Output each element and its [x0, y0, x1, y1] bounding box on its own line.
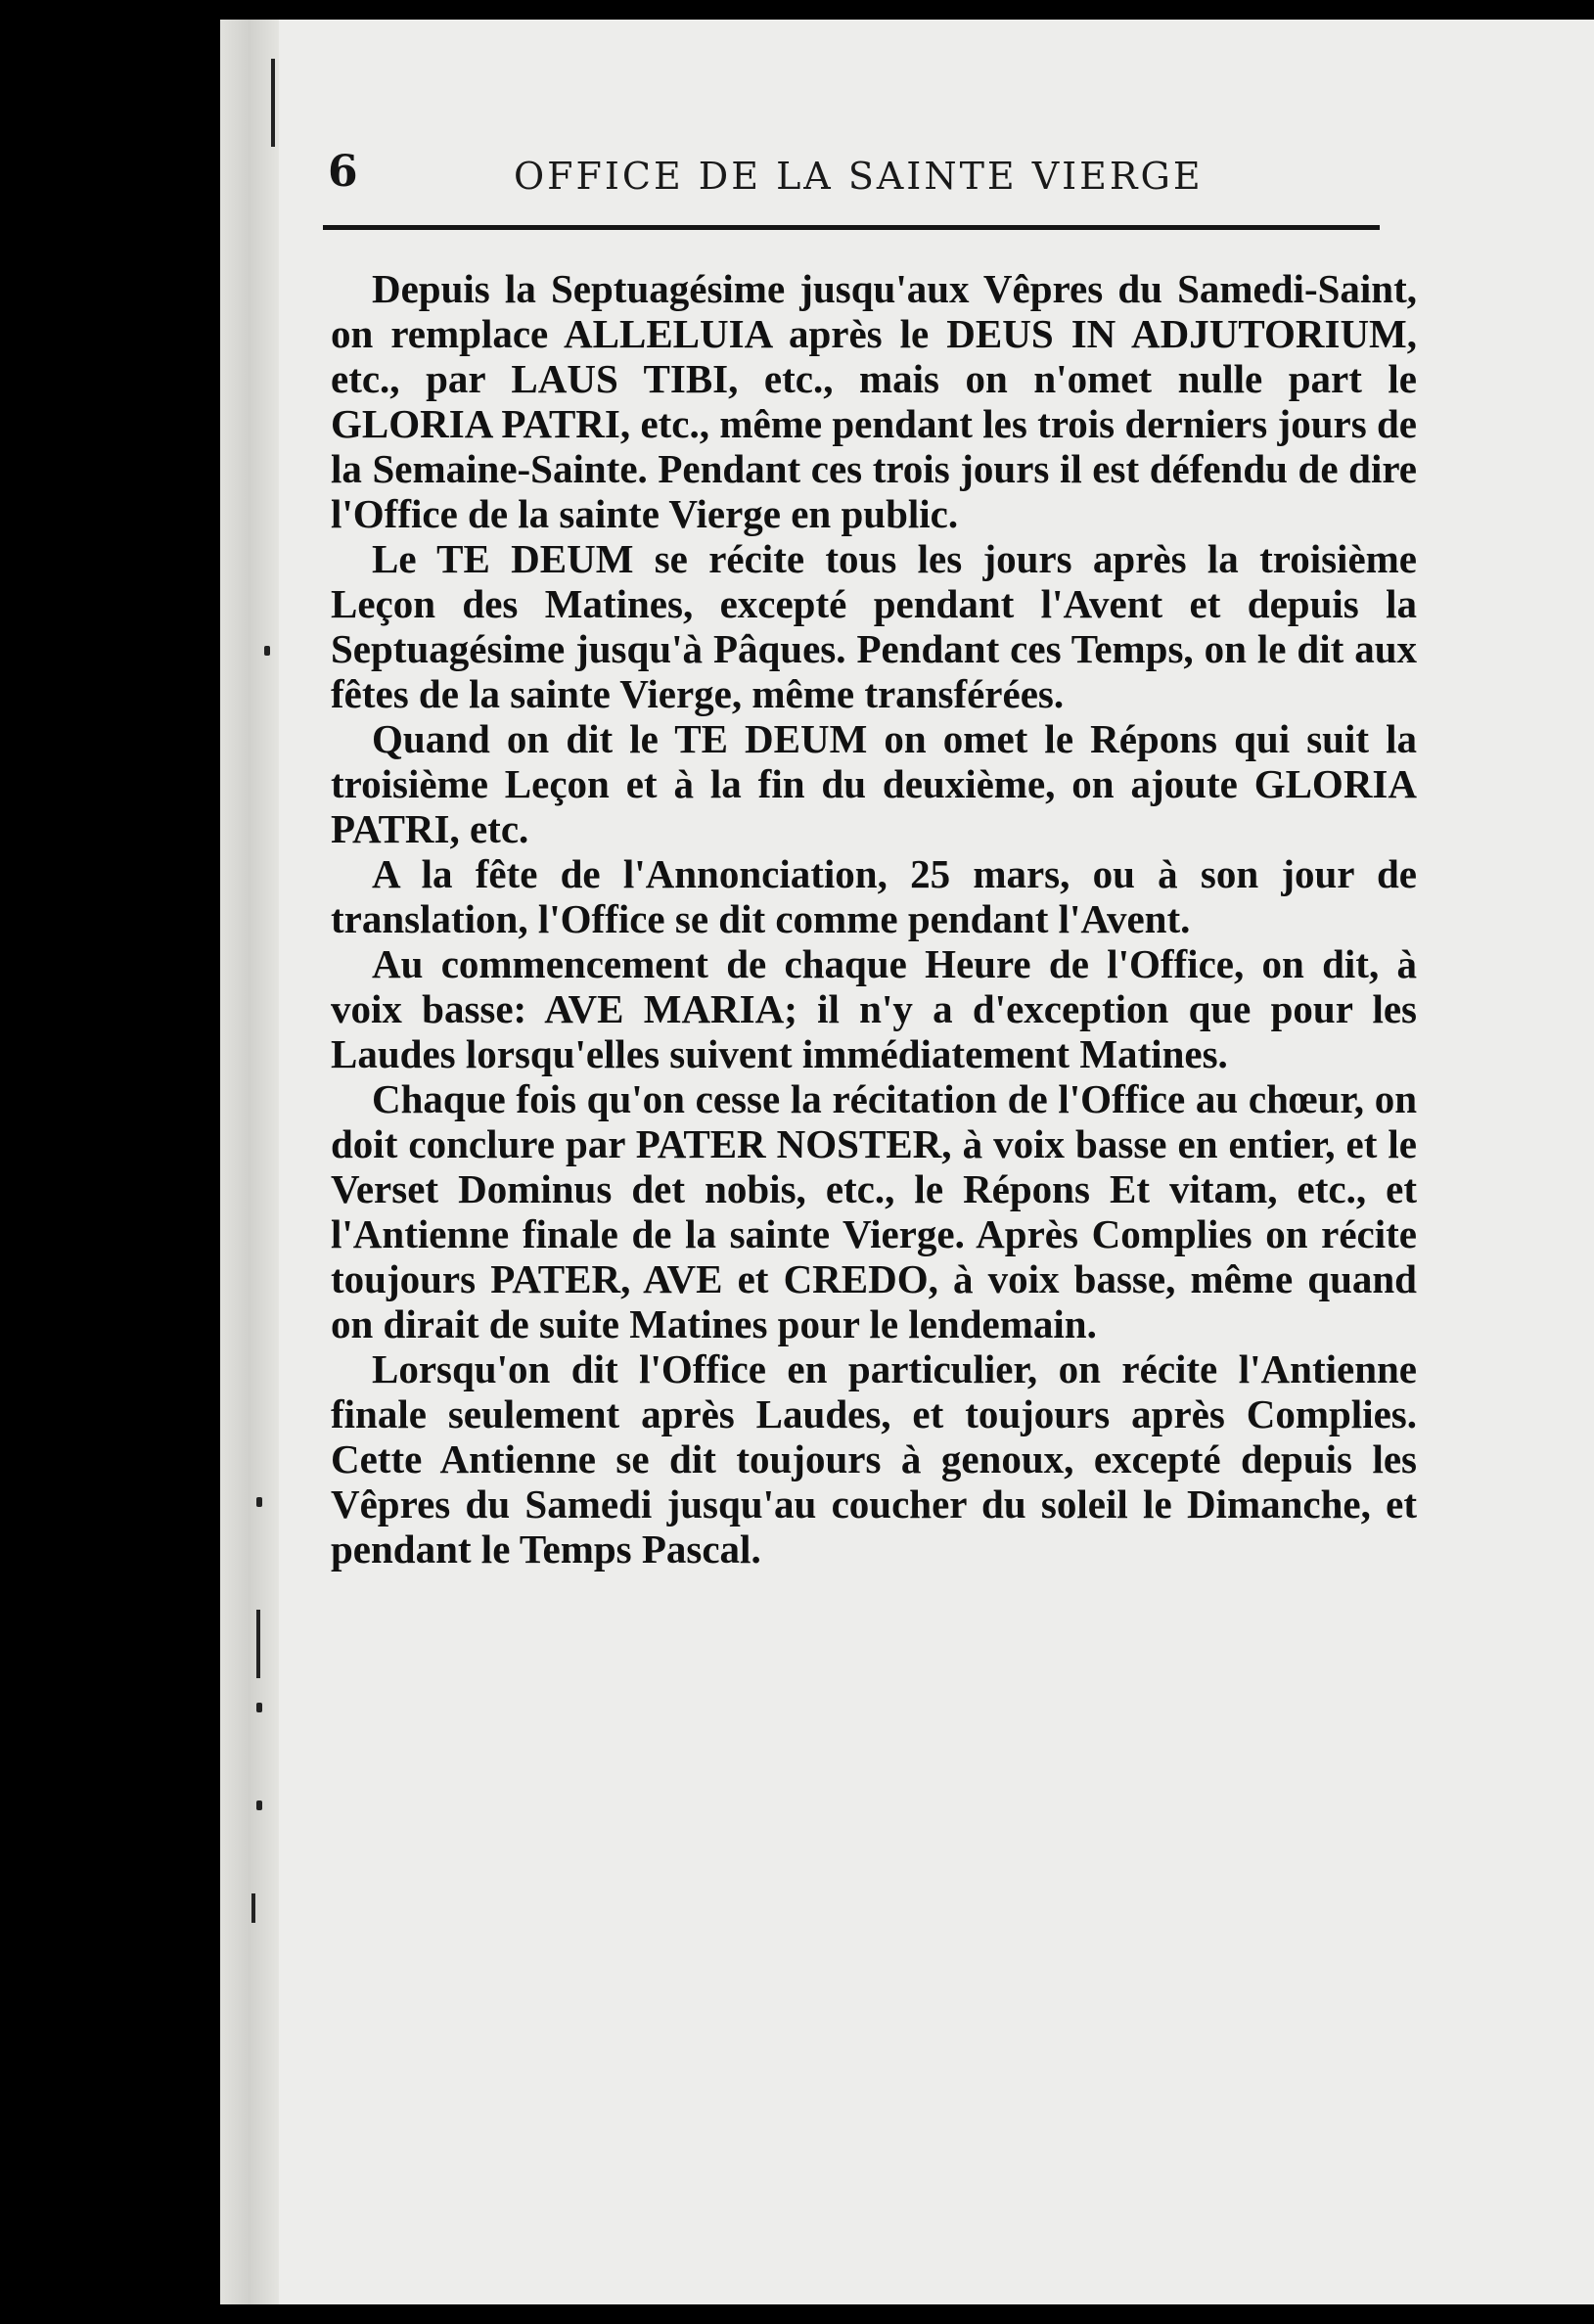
- binding-mark: [256, 1800, 262, 1810]
- paragraph: Lorsqu'on dit l'Office en particulier, on récite l'Antienne finale seulement après Laudes, et toujours après Complies. Cette Antienne se dit toujours à genoux, excepté depuis les Vêpres du Samedi jusqu'au coucher du soleil le Dimanche, et pendant le Temps Pascal.: [331, 1346, 1417, 1572]
- header-rule: [323, 225, 1380, 230]
- page-number: 6: [328, 147, 358, 197]
- paragraph: Chaque fois qu'on cesse la récitation de l'Office au chœur, on doit conclure par PATER NOSTER, à voix basse en entier, et le Verset Dominus det nobis, etc., le Répons Et vitam, etc., et l'Antienne finale de la sainte Vierge. Après Complies on récite toujours PATER, AVE et CREDO, à voix basse, même quand on dirait de suite Matines pour le lendemain.: [331, 1076, 1417, 1346]
- paragraph: Quand on dit le TE DEUM on omet le Répons qui suit la troisième Leçon et à la fin du deuxième, on ajoute GLORIA PATRI, etc.: [331, 716, 1417, 851]
- body-text: [331, 266, 1417, 1572]
- paragraph: Au commencement de chaque Heure de l'Office, on dit, à voix basse: AVE MARIA; il n'y a d'exception que pour les Laudes lorsqu'elles suivent immédiatement Matines.: [331, 941, 1417, 1076]
- page-binding-edge: [220, 20, 279, 2304]
- paragraph: Depuis la Septuagésime jusqu'aux Vêpres du Samedi-Saint, on remplace ALLELUIA après le DEUS IN ADJUTORIUM, etc., par LAUS TIBI, etc., mais on n'omet nulle part le GLORIA PATRI, etc., même pendant les trois derniers jours de la Semaine-Sainte. Pendant ces trois jours il est défendu de dire l'Office de la sainte Vierge en public.: [331, 266, 1417, 536]
- binding-mark: [256, 1610, 260, 1678]
- paragraph: Le TE DEUM se récite tous les jours après la troisième Leçon des Matines, excepté pendant l'Avent et depuis la Septuagésime jusqu'à Pâques. Pendant ces Temps, on le dit aux fêtes de la sainte Vierge, même transférées.: [331, 536, 1417, 716]
- binding-mark: [251, 1893, 255, 1923]
- running-head: [328, 147, 1394, 205]
- binding-mark: [264, 646, 270, 656]
- header-title: OFFICE DE LA SAINTE VIERGE: [514, 155, 1204, 198]
- binding-mark: [256, 1703, 262, 1712]
- binding-mark: [256, 1497, 262, 1507]
- paragraph: A la fête de l'Annonciation, 25 mars, ou à son jour de translation, l'Office se dit comme pendant l'Avent.: [331, 851, 1417, 941]
- binding-mark: [271, 59, 275, 147]
